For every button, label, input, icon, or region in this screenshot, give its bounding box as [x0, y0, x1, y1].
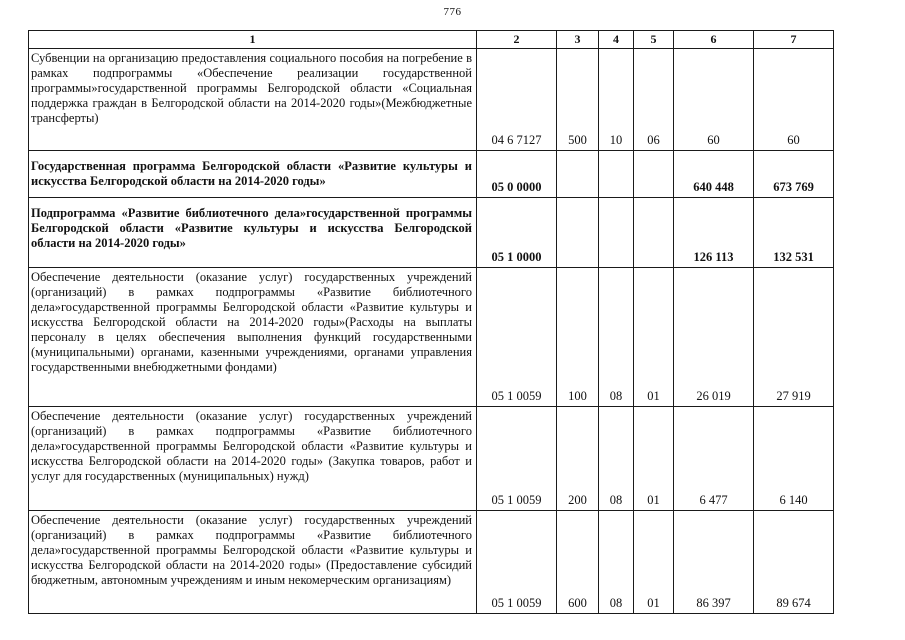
col6-cell: 26 019 — [674, 268, 754, 407]
page-number: 776 — [443, 6, 462, 18]
col4-cell: 08 — [599, 407, 634, 511]
col5-cell — [634, 151, 674, 198]
row-name-cell: Субвенции на организацию предоставления социального пособия на погребение в рамках подпрограммы «Обеспечение реализации государственной программы»государственной программы Белгородской области «Социальная поддержка граждан в Белгородской области на 2014-2020 годы»(Межбюджетные трансферты) — [29, 49, 477, 151]
column-header: 1 — [29, 31, 477, 49]
row-name-cell: Подпрограмма «Развитие библиотечного дела»государственной программы Белгородской области «Развитие культуры и искусства Белгородской области на 2014-2020 годы» — [29, 198, 477, 268]
table-row — [29, 49, 834, 151]
column-header: 4 — [599, 31, 634, 49]
col3-cell: 500 — [557, 49, 599, 151]
col7-cell: 27 919 — [754, 268, 834, 407]
col3-cell — [557, 198, 599, 268]
col5-cell — [634, 198, 674, 268]
col5-cell: 06 — [634, 49, 674, 151]
row-name-cell: Обеспечение деятельности (оказание услуг) государственных учреждений (организаций) в рамках подпрограммы «Развитие библиотечного дела»государственной программы Белгородской области «Развитие культуры и искусства Белгородской области на 2014-2020 годы» (Закупка товаров, работ и услуг для государственных (муниципальных) нужд) — [29, 407, 477, 511]
col5-cell: 01 — [634, 407, 674, 511]
row-name-cell: Обеспечение деятельности (оказание услуг) государственных учреждений (организаций) в рамках подпрограммы «Развитие библиотечного дела»государственной программы Белгородской области «Развитие культуры и искусства Белгородской области на 2014-2020 годы» (Предоставление субсидий бюджетным, автономным учреждениям и иным некомерческим организациям) — [29, 511, 477, 614]
column-header: 5 — [634, 31, 674, 49]
column-header: 3 — [557, 31, 599, 49]
col6-cell: 640 448 — [674, 151, 754, 198]
col6-cell: 6 477 — [674, 407, 754, 511]
col3-cell: 200 — [557, 407, 599, 511]
table-row — [29, 198, 834, 268]
col3-cell — [557, 151, 599, 198]
table-row — [29, 268, 834, 407]
table-row — [29, 511, 834, 614]
budget-table — [28, 30, 834, 614]
table-row — [29, 151, 834, 198]
col5-cell: 01 — [634, 511, 674, 614]
col4-cell: 08 — [599, 511, 634, 614]
col6-cell: 60 — [674, 49, 754, 151]
row-name-cell: Государственная программа Белгородской области «Развитие культуры и искусства Белгородской области на 2014-2020 годы» — [29, 151, 477, 198]
header-row — [29, 31, 834, 49]
col4-cell — [599, 198, 634, 268]
col3-cell: 600 — [557, 511, 599, 614]
column-header: 6 — [674, 31, 754, 49]
code-cell: 05 1 0059 — [477, 511, 557, 614]
col7-cell: 132 531 — [754, 198, 834, 268]
col7-cell: 6 140 — [754, 407, 834, 511]
code-cell: 05 1 0059 — [477, 407, 557, 511]
col5-cell: 01 — [634, 268, 674, 407]
column-header: 2 — [477, 31, 557, 49]
col6-cell: 126 113 — [674, 198, 754, 268]
col4-cell: 10 — [599, 49, 634, 151]
column-header: 7 — [754, 31, 834, 49]
col7-cell: 60 — [754, 49, 834, 151]
row-name-cell: Обеспечение деятельности (оказание услуг) государственных учреждений (организаций) в рамках подпрограммы «Развитие библиотечного дела»государственной программы Белгородской области «Развитие культуры и искусства Белгородской области на 2014-2020 годы»(Расходы на выплаты персоналу в целях обеспечения выполнения функций государственными (муниципальными) органами, казенными учреждениями, органами управления государственными внебюджетными фондами) — [29, 268, 477, 407]
col4-cell — [599, 151, 634, 198]
table-row — [29, 407, 834, 511]
col7-cell: 673 769 — [754, 151, 834, 198]
col6-cell: 86 397 — [674, 511, 754, 614]
col3-cell: 100 — [557, 268, 599, 407]
code-cell: 05 0 0000 — [477, 151, 557, 198]
code-cell: 05 1 0000 — [477, 198, 557, 268]
col7-cell: 89 674 — [754, 511, 834, 614]
code-cell: 05 1 0059 — [477, 268, 557, 407]
code-cell: 04 6 7127 — [477, 49, 557, 151]
col4-cell: 08 — [599, 268, 634, 407]
